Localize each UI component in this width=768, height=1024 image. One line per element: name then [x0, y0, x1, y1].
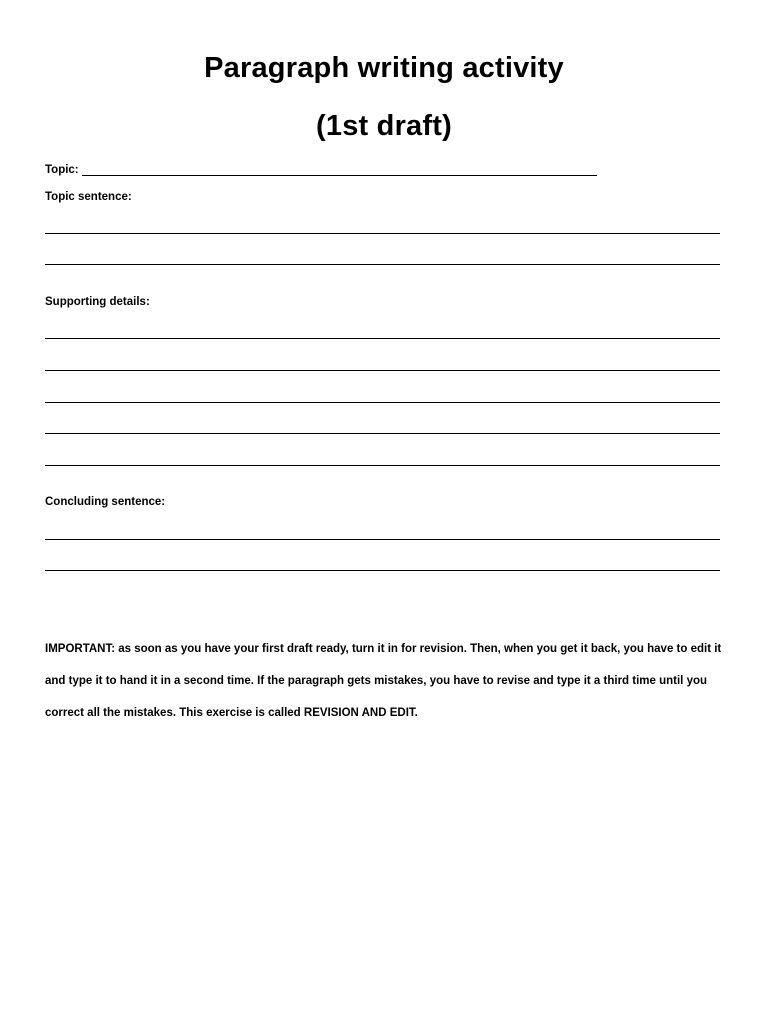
supporting-details-line-4[interactable] [45, 433, 720, 434]
concluding-sentence-label: Concluding sentence: [45, 496, 166, 508]
page-title: Paragraph writing activity [204, 52, 564, 84]
topic-sentence-label: Topic sentence: [45, 191, 132, 203]
concluding-sentence-line-1[interactable] [45, 539, 720, 540]
supporting-details-label: Supporting details: [45, 296, 150, 308]
supporting-details-line-5[interactable] [45, 465, 720, 466]
topic-blank-line[interactable] [82, 165, 597, 176]
supporting-details-line-1[interactable] [45, 338, 720, 339]
supporting-details-line-2[interactable] [45, 370, 720, 371]
topic-sentence-line-1[interactable] [45, 233, 720, 234]
supporting-details-line-3[interactable] [45, 402, 720, 403]
topic-sentence-line-2[interactable] [45, 264, 720, 265]
topic-row [45, 164, 597, 176]
important-note: IMPORTANT: as soon as you have your first draft ready, turn it in for revision. Then, when you get it back, you have to edit it and type it to hand it in a second time. If the paragraph gets mistakes, you have to revise and type it a third time until you correct all the mistakes. This exercise is called REVISION AND EDIT. [45, 643, 722, 719]
page-subtitle: (1st draft) [316, 110, 452, 142]
topic-label: Topic: [45, 164, 79, 176]
concluding-sentence-line-2[interactable] [45, 570, 720, 571]
